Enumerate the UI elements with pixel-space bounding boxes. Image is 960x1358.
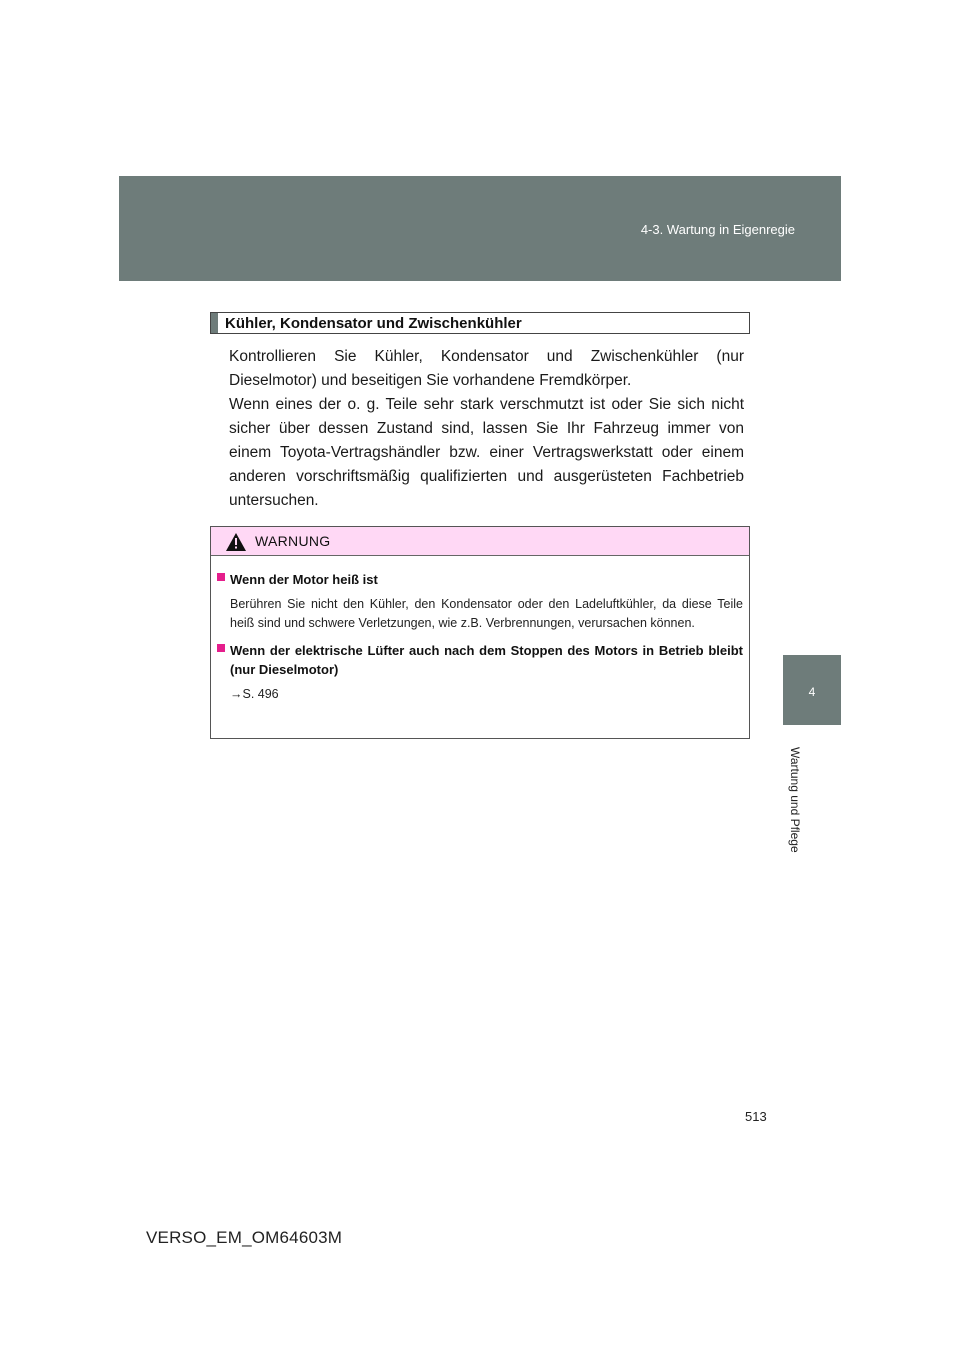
chapter-title-vertical: [783, 735, 807, 865]
chapter-number: 4: [808, 685, 816, 699]
warning-box: [210, 526, 750, 739]
body-paragraph: Kontrollieren Sie Kühler, Kondensator und Zwischenkühler (nur Dieselmotor) und beseitigen Sie vorhandene Fremdkörper.: [229, 348, 744, 389]
body-paragraph: Wenn eines der o. g. Teile sehr stark verschmutzt ist oder Sie sich nicht sicher über dessen Zustand sind, lassen Sie Ihr Fahrzeug immer von einem Toyota-Vertragshändler bzw. einer Vertragswerkstatt oder einem anderen vorschriftsmäßig qualifizierten und ausgerüsteten Fachbetrieb untersuchen.: [229, 396, 744, 509]
warning-item: [217, 570, 743, 633]
warning-item-heading: Wenn der elektrische Lüfter auch nach dem Stoppen des Motors in Betrieb bleibt (nur Dieselmotor): [230, 643, 743, 677]
warning-item-text: Berühren Sie nicht den Kühler, den Kondensator oder den Ladeluftkühler, da diese Teile heiß sind und schwere Verletzungen, wie z.B. Verbrennungen, verursachen können.: [230, 597, 743, 630]
section-label: 4-3. Wartung in Eigenregie: [640, 222, 795, 237]
sub-heading: [210, 312, 750, 334]
warning-body: [211, 556, 749, 701]
warning-header: [211, 527, 749, 556]
page-reference-link[interactable]: →S. 496: [230, 687, 279, 701]
chapter-tab: [783, 655, 841, 725]
warning-triangle-icon: [226, 533, 246, 551]
square-bullet-icon: [217, 573, 225, 581]
warning-item-heading: Wenn der Motor heiß ist: [230, 572, 378, 587]
heading-accent-bar: [211, 313, 218, 333]
warning-title: WARNUNG: [255, 533, 331, 549]
chapter-title: Wartung und Pflege: [788, 747, 802, 853]
body-text: [229, 345, 744, 513]
square-bullet-icon: [217, 644, 225, 652]
header-band: [119, 176, 841, 281]
footer-code: VERSO_EM_OM64603M: [146, 1228, 343, 1247]
warning-item: [217, 641, 743, 701]
sub-heading-text: Kühler, Kondensator und Zwischenkühler: [225, 315, 522, 332]
page-number: 513: [745, 1109, 767, 1124]
